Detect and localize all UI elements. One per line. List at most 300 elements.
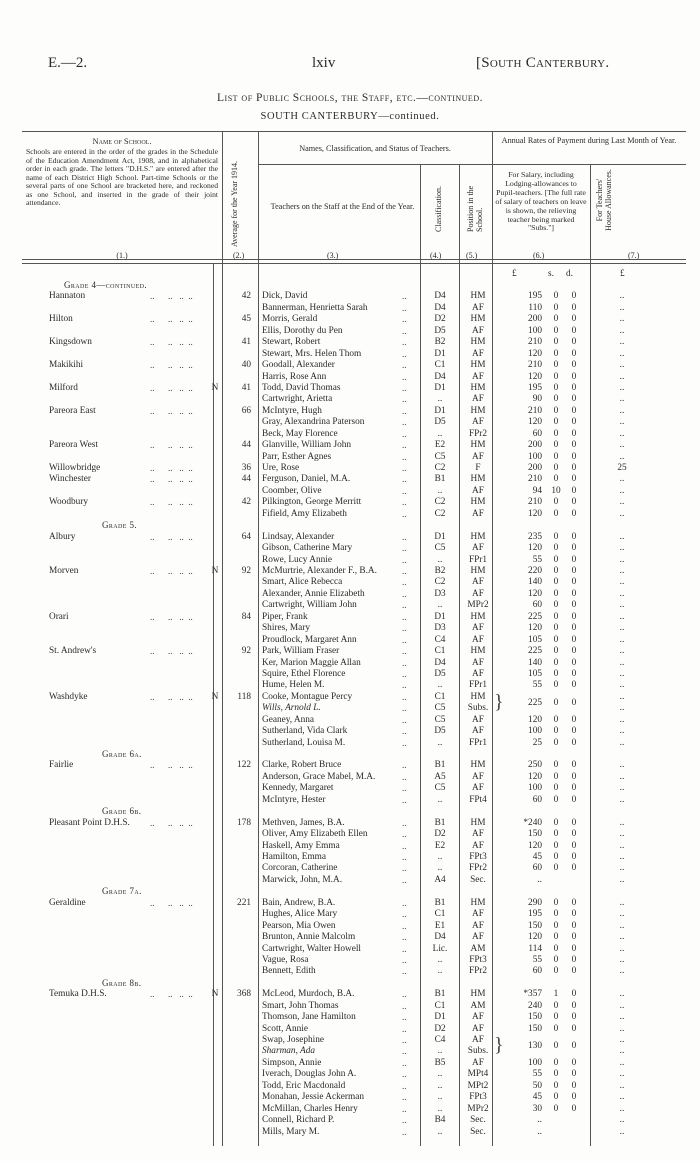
teacher-leader-dots: .. (402, 394, 407, 405)
position: FPt4 (469, 794, 487, 805)
house-allowance: .. (619, 646, 625, 657)
teacher-leader-dots: .. (402, 794, 407, 805)
house-allowance: .. (619, 829, 625, 840)
average-attendance: 92 (241, 646, 251, 657)
salary-pounds: 30 (532, 1103, 542, 1114)
teacher-name: Ellis, Dorothy du Pen (262, 325, 343, 336)
position: HM (470, 817, 486, 828)
teacher-leader-dots: .. (402, 314, 407, 325)
house-allowance: .. (619, 497, 625, 508)
average-attendance: 40 (241, 360, 251, 371)
house-allowance: .. (619, 657, 625, 668)
position: Sec. (470, 874, 486, 885)
teacher-leader-dots: .. (402, 1069, 407, 1080)
teacher-name: Cooke, Montague Percy (262, 691, 353, 702)
house-allowance: .. (619, 1057, 625, 1068)
house-allowance: .. (619, 1035, 625, 1046)
position: AF (472, 543, 484, 554)
salary-shillings: 0 (553, 932, 559, 943)
house-allowance: .. (619, 920, 625, 931)
teacher-name: Park, William Fraser (262, 646, 340, 657)
classification: B1 (434, 817, 446, 828)
teacher-name: McIntyre, Hugh (262, 405, 322, 416)
salary-pounds: 120 (528, 508, 542, 519)
classification: D5 (434, 668, 446, 679)
teacher-name: Bannerman, Henrietta Sarah (262, 302, 368, 313)
school-name: Temuka D.H.S. (49, 989, 107, 1000)
classification: D5 (434, 417, 446, 428)
position: AF (472, 1023, 484, 1034)
salary-shillings: 0 (553, 291, 559, 302)
average-attendance: 122 (237, 760, 251, 771)
house-allowance: .. (619, 588, 625, 599)
school-leader-dots: .. .. .. .. (150, 382, 193, 393)
teacher-leader-dots: .. (402, 737, 407, 748)
teacher-name: Piper, Frank (262, 611, 308, 622)
classification: .. (437, 600, 443, 611)
salary-pence: 0 (571, 646, 577, 657)
teacher-leader-dots: .. (402, 646, 407, 657)
school-name: Fairlie (49, 760, 74, 771)
school-flag: N (211, 989, 219, 1000)
salary-pounds: 210 (528, 474, 542, 485)
house-allowance: .. (619, 1115, 625, 1126)
teacher-leader-dots: .. (402, 966, 407, 977)
teacher-name: Oliver, Amy Elizabeth Ellen (262, 829, 368, 840)
salary-shillings: 0 (553, 794, 559, 805)
teacher-leader-dots: .. (402, 726, 407, 737)
position: FPr1 (468, 680, 488, 691)
salary-pounds: .. (537, 874, 542, 885)
teacher-name: Monahan, Jessie Ackerman (262, 1092, 364, 1103)
teacher-name: Sutherland, Vida Clark (262, 726, 348, 737)
col7-number: (7.) (628, 251, 640, 260)
classification: B5 (434, 1057, 446, 1068)
position: MPr2 (467, 1103, 489, 1114)
salary-pence: 0 (571, 771, 577, 782)
teacher-leader-dots: .. (402, 302, 407, 313)
salary-pence: 0 (571, 897, 577, 908)
salary-pounds: 210 (528, 337, 542, 348)
salary-pounds: 120 (528, 932, 542, 943)
salary-shillings: 0 (553, 440, 559, 451)
salary-shillings: 0 (553, 405, 559, 416)
classification: .. (437, 1080, 443, 1091)
salary-pounds: 60 (532, 863, 542, 874)
teacher-leader-dots: .. (402, 417, 407, 428)
school-name: Washdyke (49, 691, 88, 702)
salary-shillings: 0 (553, 852, 559, 862)
position: AF (472, 657, 484, 668)
teacher-name: Todd, Eric Macdonald (262, 1080, 346, 1091)
classification: C2 (434, 497, 446, 508)
salary-pounds: 114 (528, 943, 542, 954)
salary-shillings: 0 (553, 302, 559, 313)
salary-shillings: 0 (553, 737, 559, 748)
position: F (475, 463, 481, 474)
salary-pounds: *357 (523, 989, 542, 1000)
classification: C2 (434, 463, 446, 474)
salary-pence: 0 (571, 600, 577, 611)
position: AF (472, 485, 484, 496)
house-allowance: .. (619, 417, 625, 428)
teacher-name: Kennedy, Margaret (262, 783, 334, 794)
salary-shillings: 0 (553, 382, 559, 393)
teacher-name: Gray, Alexandrina Paterson (262, 417, 365, 428)
position: AF (472, 909, 484, 920)
salary-shillings: 0 (553, 954, 559, 965)
classification: B2 (434, 566, 446, 576)
salary-shillings: 0 (553, 314, 559, 325)
school-leader-dots: .. .. .. .. (150, 646, 193, 657)
salary-shillings: 0 (553, 646, 559, 657)
teacher-leader-dots: .. (402, 474, 407, 485)
teacher-name: Harris, Rose Ann (262, 371, 327, 382)
position: HM (470, 691, 486, 702)
teacher-leader-dots: .. (402, 497, 407, 508)
salary-shillings: 0 (553, 531, 559, 542)
house-allowance: .. (619, 1069, 625, 1080)
classification: D2 (434, 829, 446, 840)
salary-pence: 0 (571, 840, 577, 851)
house-allowance: .. (619, 360, 625, 371)
house-allowance: .. (619, 1012, 625, 1023)
position: HM (470, 646, 486, 657)
position: FPr1 (468, 737, 488, 748)
col5-title: Position in the School. (466, 185, 484, 232)
salary-shillings: 0 (553, 657, 559, 668)
teacher-name: Alexander, Annie Elizabeth (262, 588, 365, 599)
house-allowance: .. (619, 932, 625, 943)
school-name: Geraldine (49, 897, 86, 908)
teacher-leader-dots: .. (402, 440, 407, 451)
position: AF (472, 508, 484, 519)
teacher-leader-dots: .. (402, 1023, 407, 1034)
salary-pence: 0 (571, 829, 577, 840)
salary-shillings: 0 (553, 920, 559, 931)
col1-description: Schools are entered in the order of the grades in the Schedule of the Education Amendment Act, 1908, and in alphabetical order in each grade. The letters "D.H.S." are entered after the name of each District High School. Part-time Schools or the several parts of one School are bracketed here, and reckoned as one School, and inserted in the grade of their joint attendance. (26, 147, 218, 207)
house-allowance: .. (619, 771, 625, 782)
position: HM (470, 897, 486, 908)
currency-pounds-allowance: £ (620, 269, 625, 279)
salary-pence: 0 (571, 371, 577, 382)
salary-pence: 0 (571, 954, 577, 965)
salary-shillings: 0 (553, 360, 559, 371)
house-allowance: .. (619, 703, 625, 714)
salary-pounds: 225 (528, 611, 542, 622)
position: HM (470, 566, 486, 576)
house-allowance: .. (619, 966, 625, 977)
salary-pounds: 105 (528, 668, 542, 679)
position: AF (472, 577, 484, 588)
position: HM (470, 291, 486, 302)
salary-shillings: 0 (553, 463, 559, 474)
salary-pence: 0 (571, 932, 577, 943)
house-allowance: .. (619, 1000, 625, 1011)
classification: .. (437, 1126, 443, 1137)
salary-pounds: 130 (528, 1040, 542, 1051)
house-allowance: .. (619, 508, 625, 519)
salary-pounds: 195 (528, 909, 542, 920)
average-attendance: 42 (241, 497, 251, 508)
school-flag: N (211, 566, 219, 576)
salary-pounds: .. (537, 1115, 542, 1126)
salary-pounds: 45 (532, 852, 542, 862)
salary-pence: 0 (571, 485, 577, 496)
house-allowance: .. (619, 1126, 625, 1137)
average-attendance: 41 (241, 337, 251, 348)
position: AF (472, 726, 484, 737)
salary-pounds: 120 (528, 543, 542, 554)
teacher-leader-dots: .. (402, 943, 407, 954)
teacher-name: Geaney, Anna (262, 714, 315, 725)
position: HM (470, 474, 486, 485)
salary-pence: 0 (571, 657, 577, 668)
position: HM (470, 382, 486, 393)
school-leader-dots: .. .. .. .. (150, 611, 193, 622)
salary-pounds: 120 (528, 348, 542, 359)
teacher-name: Cartwright, Walter Howell (262, 943, 361, 954)
salary-pence: 0 (571, 417, 577, 428)
salary-pounds: 110 (528, 302, 542, 313)
col4-number: (4.) (430, 251, 442, 260)
classification: C2 (434, 508, 446, 519)
teacher-leader-dots: .. (402, 668, 407, 679)
grade-heading: Grade 4—continued. (64, 280, 148, 290)
classification: C1 (434, 646, 446, 657)
classification: D2 (434, 1023, 446, 1034)
col7-title: For Teachers' House Allowances. (595, 169, 613, 231)
classification: D5 (434, 726, 446, 737)
house-allowance: .. (619, 485, 625, 496)
teacher-name: Beck, May Florence (262, 428, 338, 439)
brace: } (494, 690, 504, 713)
position: AF (472, 451, 484, 462)
salary-pounds: 55 (532, 680, 542, 691)
col2-number: (2.) (233, 251, 245, 260)
salary-pence: 0 (571, 680, 577, 691)
teacher-name: Thomson, Jane Hamilton (262, 1012, 356, 1023)
salary-pounds: 100 (528, 325, 542, 336)
salary-pounds: 150 (528, 1012, 542, 1023)
teacher-leader-dots: .. (402, 577, 407, 588)
salary-pence: 0 (571, 623, 577, 634)
salary-shillings: 0 (553, 783, 559, 794)
classification: E2 (434, 440, 446, 451)
position: Sec. (470, 1126, 486, 1137)
teacher-leader-dots: .. (402, 543, 407, 554)
average-attendance: 45 (241, 314, 251, 325)
classification: D1 (434, 348, 446, 359)
teacher-name: Glanville, William John (262, 440, 352, 451)
salary-pounds: 150 (528, 829, 542, 840)
school-name: Morven (49, 566, 79, 576)
classification: D4 (434, 302, 446, 313)
classification: D5 (434, 325, 446, 336)
payment-group-rule (492, 164, 686, 165)
position: HM (470, 405, 486, 416)
teacher-name: Rowe, Lucy Annie (262, 554, 332, 565)
school-leader-dots: .. .. .. .. (150, 497, 193, 508)
house-allowance: .. (619, 954, 625, 965)
col1-number: (1.) (116, 251, 128, 260)
teacher-leader-dots: .. (402, 1000, 407, 1011)
classification: .. (437, 1092, 443, 1103)
school-name: Makikihi (49, 360, 84, 371)
teacher-name: Fifield, Amy Elizabeth (262, 508, 347, 519)
position: AF (472, 394, 484, 405)
teacher-name: Scott, Annie (262, 1023, 308, 1034)
teacher-leader-dots: .. (402, 680, 407, 691)
teacher-name: Haskell, Amy Emma (262, 840, 340, 851)
grade-heading: Grade 6a. (102, 749, 142, 760)
teacher-name: McMurtrie, Alexander F., B.A. (262, 566, 377, 576)
teacher-leader-dots: .. (402, 337, 407, 348)
teacher-name: Ferguson, Daniel, M.A. (262, 474, 351, 485)
position: AF (472, 1012, 484, 1023)
classification: B1 (434, 474, 446, 485)
teacher-name: Methven, James, B.A. (262, 817, 345, 828)
salary-pounds: 90 (532, 394, 542, 405)
house-allowance: .. (619, 943, 625, 954)
teacher-leader-dots: .. (402, 954, 407, 965)
house-allowance: .. (619, 474, 625, 485)
grade-heading: Grade 5. (102, 520, 138, 531)
school-leader-dots: .. .. .. .. (150, 405, 193, 416)
col4-title: Classification. (434, 186, 443, 232)
classification: D4 (434, 291, 446, 302)
classification: D1 (434, 531, 446, 542)
teacher-name: Marwick, John, M.A. (262, 874, 343, 885)
salary-pence: 0 (571, 1012, 577, 1023)
average-attendance: 221 (237, 897, 251, 908)
school-name: Pareora West (49, 440, 98, 451)
salary-shillings: 0 (553, 714, 559, 725)
teacher-name: Bennett, Edith (262, 966, 316, 977)
salary-shillings: 0 (553, 966, 559, 977)
school-leader-dots: .. .. .. .. (150, 531, 193, 542)
grade-heading: Grade 6b. (102, 806, 142, 817)
teacher-name: Goodall, Alexander (262, 360, 335, 371)
teacher-leader-dots: .. (402, 909, 407, 920)
salary-shillings: 0 (553, 760, 559, 771)
table-top-rule (22, 131, 686, 132)
position: AM (470, 943, 486, 954)
house-allowance: .. (619, 1103, 625, 1114)
col5-number: (5.) (466, 251, 478, 260)
house-allowance: .. (619, 794, 625, 805)
teacher-leader-dots: .. (402, 405, 407, 416)
salary-pounds: 60 (532, 600, 542, 611)
position: AF (472, 634, 484, 645)
average-attendance: 92 (241, 566, 251, 576)
house-allowance: .. (619, 325, 625, 336)
salary-pounds: 200 (528, 440, 542, 451)
salary-shillings: 0 (553, 1057, 559, 1068)
salary-shillings: 0 (553, 1103, 559, 1114)
grade-heading: Grade 7a. (102, 886, 142, 897)
school-name: Milford (49, 382, 78, 393)
col2-title: Average for the Year 1914. (230, 160, 239, 247)
position: AF (472, 1035, 484, 1046)
teacher-leader-dots: .. (402, 829, 407, 840)
salary-pence: 0 (571, 611, 577, 622)
salary-pence: 0 (571, 714, 577, 725)
classification: C5 (434, 783, 446, 794)
position: AF (472, 371, 484, 382)
teacher-name: Cartwright, William John (262, 600, 357, 611)
house-allowance: .. (619, 852, 625, 862)
house-allowance: .. (619, 680, 625, 691)
teacher-leader-dots: .. (402, 1103, 407, 1114)
teacher-name: Sutherland, Louisa M. (262, 737, 346, 748)
house-allowance: .. (619, 1046, 625, 1057)
classification: D4 (434, 371, 446, 382)
school-leader-dots: .. .. .. .. (150, 314, 193, 325)
teacher-leader-dots: .. (402, 703, 407, 714)
salary-pence: 0 (571, 634, 577, 645)
classification: .. (437, 863, 443, 874)
house-allowance: .. (619, 989, 625, 1000)
school-name: St. Andrew's (49, 646, 97, 657)
teacher-name: Shires, Mary (262, 623, 311, 634)
position: Subs. (467, 1046, 489, 1057)
salary-shillings: 0 (553, 1023, 559, 1034)
salary-pounds: 60 (532, 966, 542, 977)
teachers-group-title: Names, Classification, and Status of Teachers. (299, 144, 451, 153)
salary-pounds: 210 (528, 360, 542, 371)
house-allowance: .. (619, 577, 625, 588)
col-rule-4 (459, 164, 460, 1146)
classification: C5 (434, 703, 446, 714)
salary-shillings: 0 (553, 1000, 559, 1011)
classification: D1 (434, 405, 446, 416)
salary-pence: 0 (571, 668, 577, 679)
classification: D1 (434, 382, 446, 393)
col1-title: Name of School. (92, 136, 152, 146)
house-allowance: .. (619, 600, 625, 611)
salary-shillings: 0 (553, 417, 559, 428)
col3-number: (3.) (327, 251, 339, 260)
teacher-leader-dots: .. (402, 783, 407, 794)
teacher-leader-dots: .. (402, 360, 407, 371)
classification: .. (437, 852, 443, 862)
salary-shillings: 0 (553, 566, 559, 576)
position: HM (470, 760, 486, 771)
teacher-name: Brunton, Annie Malcolm (262, 932, 356, 943)
position: AF (472, 714, 484, 725)
house-allowance: .. (619, 348, 625, 359)
teachers-group-rule (258, 164, 492, 165)
house-allowance: .. (619, 314, 625, 325)
classification: .. (437, 1046, 443, 1057)
teacher-name: Sharman, Ada (262, 1046, 316, 1057)
classification: .. (437, 394, 443, 405)
teacher-leader-dots: .. (402, 1115, 407, 1126)
house-allowance: .. (619, 531, 625, 542)
salary-pounds: 120 (528, 771, 542, 782)
classification: .. (437, 794, 443, 805)
position: AF (472, 840, 484, 851)
salary-pounds: 210 (528, 497, 542, 508)
teacher-leader-dots: .. (402, 1035, 407, 1046)
salary-pence: 0 (571, 794, 577, 805)
salary-pounds: 100 (528, 783, 542, 794)
classification: C5 (434, 451, 446, 462)
position: HM (470, 360, 486, 371)
salary-shillings: 0 (553, 668, 559, 679)
classification: .. (437, 966, 443, 977)
